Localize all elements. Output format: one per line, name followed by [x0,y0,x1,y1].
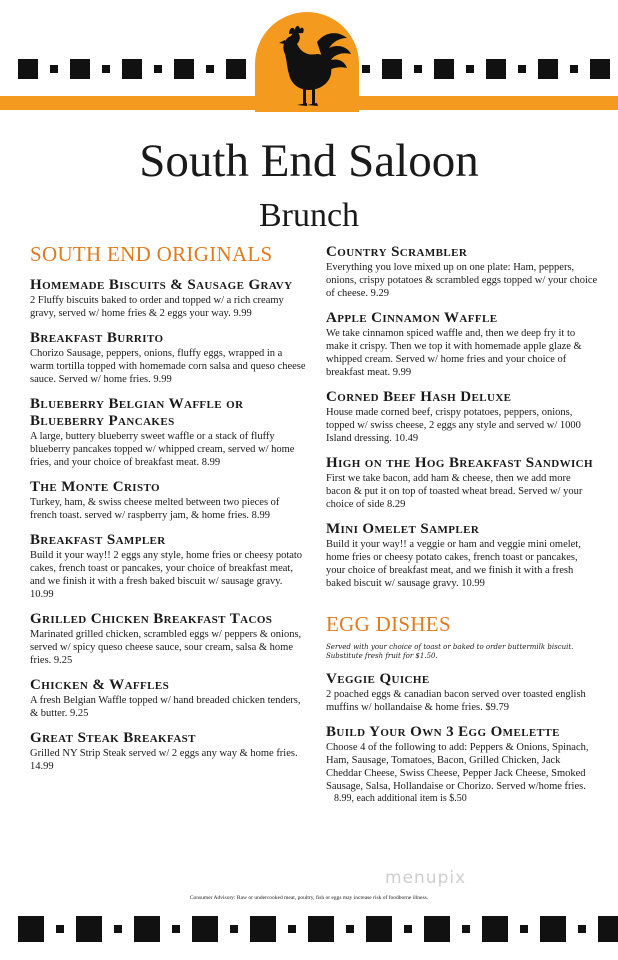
menu-item [30,677,308,720]
menu-item-description [326,327,598,379]
border-square [114,925,122,933]
section-title-originals: SOUTH END ORIGINALS [30,242,273,266]
menu-item [30,532,308,601]
border-square [172,925,180,933]
menu-item [30,396,308,469]
logo-sun [255,12,359,112]
border-square [434,59,454,79]
border-square [50,65,58,73]
border-square [598,916,618,942]
menu-item [30,730,308,773]
menu-item-description [326,688,598,714]
menu-item-price: 9.29 [370,288,389,299]
border-square [288,925,296,933]
border-square [424,916,450,942]
menu-item-price: 10.49 [394,433,419,444]
menu-item-price: 9.25 [53,655,73,666]
watermark: menupix [385,868,467,888]
menu-item-desc-text: First we take bacon, add ham & cheese, then we add more bacon & put it on top of toasted wheat bread. Served w/ your choice of side [326,473,583,510]
border-square [346,925,354,933]
menu-item-price: 14.99 [30,761,54,772]
menu-item-description [30,628,308,667]
menu-item-price: 8.99 [251,510,270,521]
border-square [520,925,528,933]
border-square [540,916,566,942]
menu-item-name: Corned Beef Hash Deluxe [326,389,512,405]
menu-item-desc-text: Everything you love mixed up on one plate: Ham, peppers, onions, crispy potatoes & scrambled eggs topped w/ your choice of cheese. [326,262,598,299]
menu-item-price: 8.29 [386,499,406,510]
border-square [590,59,610,79]
menu-item-name: Breakfast Sampler [30,532,166,548]
menu-item-price: 9.99 [233,308,252,319]
menu-item-name: Blueberry Belgian Waffle or Blueberry Pancakes [30,396,244,429]
page-title: South End Saloon [139,135,479,187]
border-square [70,59,90,79]
right-menu-list [326,244,598,590]
border-square [122,59,142,79]
border-square [466,65,474,73]
menu-item-price: 9.99 [153,374,172,385]
border-square [382,59,402,79]
rooster-icon [255,12,359,112]
menu-item-desc-text: A fresh Belgian Waffle topped w/ hand breaded chicken tenders, & butter. [30,695,301,719]
menu-item-desc-text: 2 poached eggs & canadian bacon served over toasted english muffins w/ hollandaise & home fries. [326,689,586,713]
menu-item-name: Grilled Chicken Breakfast Tacos [30,611,273,627]
menu-item-price: 9.25 [69,708,89,719]
menu-item [30,611,308,667]
menu-item-description [30,430,308,469]
border-square [102,65,110,73]
menu-item-name: Veggie Quiche [326,671,430,687]
border-square [462,925,470,933]
menu-item-price: 9.99 [392,367,412,378]
border-square [308,916,334,942]
menu-item-name: The Monte Cristo [30,479,160,495]
menu-item-description [326,741,598,793]
left-menu-list [30,277,308,773]
border-square [18,916,44,942]
border-square [226,59,246,79]
menu-item-name: Great Steak Breakfast [30,730,196,746]
menu-item [30,277,308,320]
menu-item-description [30,747,308,773]
menu-item-name: Breakfast Burrito [30,330,164,346]
menu-item-name: Chicken & Waffles [30,677,170,693]
section-title-egg-dishes: EGG DISHES [326,612,451,636]
left-column [30,240,308,773]
menu-item-description [30,294,308,320]
menu-item [326,389,598,445]
menu-item-description [326,538,598,590]
border-square [578,925,586,933]
menu-item-description [30,496,308,522]
menu-item-desc-text: A large, buttery blueberry sweet waffle or a stack of fluffy blueberry pancakes topped w/ whipped cream, served w/ home fries, and your choice of breakfast meat. [30,431,295,468]
border-square [482,916,508,942]
border-square [174,59,194,79]
menu-item-desc-text: 2 Fluffy biscuits baked to order and topped w/ a rich creamy gravy, served w/ home fries & 2 eggs your way. [30,295,284,319]
menu-item-desc-text: Choose 4 of the following to add: Peppers & Onions, Spinach, Ham, Sausage, Tomatoes, Bacon, Grilled Chicken, Jack Cheddar Cheese, Swiss Cheese, Pepper Jack Cheese, Smoked Sausage, Salsa, Hollandaise or Chorizo. Served w/home fries. [326,742,589,792]
border-square [206,65,214,73]
menu-item-name: Build Your Own 3 Egg Omelette [326,724,560,740]
border-square [56,925,64,933]
menu-item-name: High on the Hog Breakfast Sandwich [326,455,593,471]
menu-item-price: 10.99 [461,578,485,589]
menu-item-name: Apple Cinnamon Waffle [326,310,498,326]
border-square [538,59,558,79]
menu-item [326,244,598,300]
menu-item [30,330,308,386]
consumer-advisory: Consumer Advisory: Raw or undercooked meat, poultry, fish or eggs may increase risk of foodborne illness. [189,895,429,901]
egg-menu-list [326,671,598,793]
right-column [326,244,598,805]
menu-item-desc-text: Chorizo Sausage, peppers, onions, fluffy eggs, wrapped in a warm tortilla topped with homemade corn salsa and queso cheese sauce. Served w/ home fries. [30,348,306,385]
menu-item-desc-text: Marinated grilled chicken, scrambled eggs w/ peppers & onions, served w/ spicy queso cheese sauce, sour cream, salsa & home fries. [30,629,302,666]
menu-item [30,479,308,522]
menu-item-name: Country Scrambler [326,244,468,260]
egg-section-note: Served with your choice of toast or baked to order buttermilk biscuit. Substitute fresh fruit for $1.50. [326,643,574,660]
menu-item-price: 8.99 [201,457,221,468]
border-square [486,59,506,79]
menu-item-name: Mini Omelet Sampler [326,521,480,537]
menu-item-desc-text: Turkey, ham, & swiss cheese melted between two pieces of french toast. served w/ raspberry jam, & home fries. [30,497,280,521]
menu-item [326,521,598,590]
menu-item-price: $9.79 [485,702,509,713]
menu-item-description [30,694,308,720]
menu-item [326,310,598,379]
menu-item-desc-text: House made corned beef, crispy potatoes, peppers, onions, topped w/ swiss cheese, 2 eggs any style and served w/ 1000 Island dressing. [326,407,581,444]
menu-item-desc-text: Build it your way!! 2 eggs any style, home fries or cheesy potato cakes, french toast or pancakes, your choice of breakfast meat, and we finish it with a fresh baked biscuit w/ sausage gravy. [30,550,303,587]
border-square [192,916,218,942]
border-square [518,65,526,73]
border-square [362,65,370,73]
border-square [250,916,276,942]
page-subtitle: Brunch [258,197,360,234]
border-square [76,916,102,942]
border-square [230,925,238,933]
menu-item-desc-text: We take cinnamon spiced waffle and, then we deep fry it to make it crispy. Then we top it with homemade apple glaze & whipped cream. Served w/ home fries and your choice of breakfast meat. [326,328,582,378]
menu-item-description [30,347,308,386]
menu-item [326,455,598,511]
border-square [154,65,162,73]
menu-item-description [326,472,598,511]
menu-item-desc-text: Build it your way!! a veggie or ham and veggie mini omelet, home fries or cheesy potato cakes, french toast or pancakes, your choice of breakfast meat, and we finish it with a fresh baked biscuit w/ sausage gravy. [326,539,581,589]
menu-item-description [326,261,598,300]
menu-item-description [30,549,308,601]
menu-item-description [326,406,598,445]
menu-item-name: Homemade Biscuits & Sausage Gravy [30,277,293,293]
menu-item-price: 10.99 [30,589,54,600]
menu-item [326,724,598,793]
omelette-extra-price: 8.99, each additional item is $.50 [334,793,467,804]
menu-item-desc-text: Grilled NY Strip Steak served w/ 2 eggs any way & home fries. [30,748,298,759]
bottom-border [0,912,618,946]
border-square [404,925,412,933]
menu-item [326,671,598,714]
border-square [570,65,578,73]
border-square [366,916,392,942]
border-square [134,916,160,942]
border-square [18,59,38,79]
border-square [414,65,422,73]
